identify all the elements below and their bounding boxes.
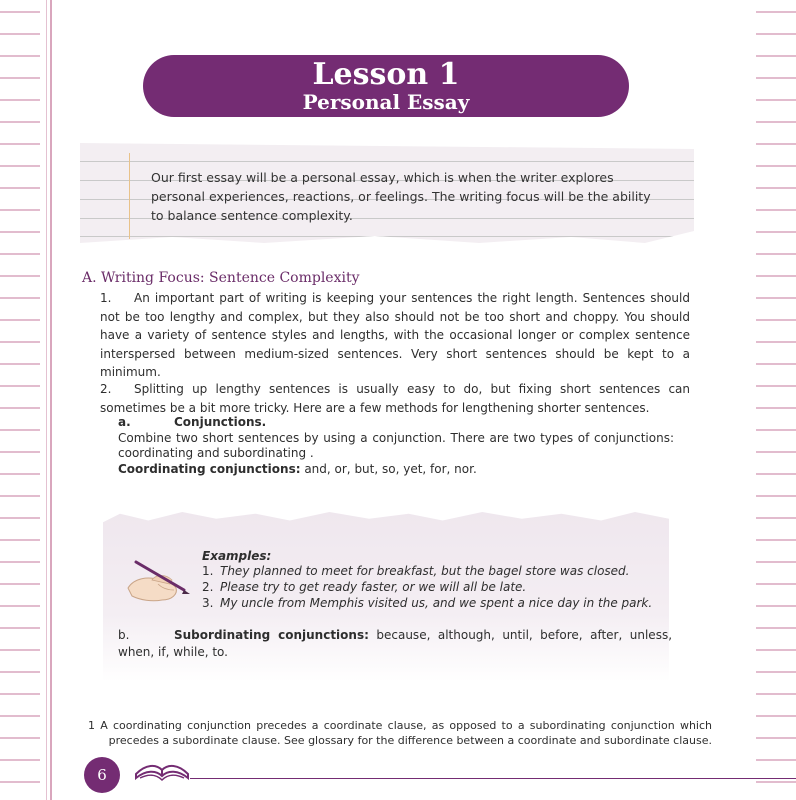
left-margin-line bbox=[50, 0, 52, 800]
example-item bbox=[202, 595, 672, 611]
sub-a-title: Conjunctions. bbox=[174, 415, 267, 429]
example-text: They planned to meet for breakfast, but the bagel store was closed. bbox=[220, 564, 630, 578]
section-heading: A. Writing Focus: Sentence Complexity bbox=[82, 270, 360, 286]
paragraph-1-text: An important part of writing is keeping your sentences the right length. Sentences should not be too lengthy and complex, but they also should not be too short and choppy. You should have a variety of sentence styles and lengths, with the occasional longer or complex sentence interspersed between medium-sized sentences. Very short sentences should be kept to a minimum. bbox=[100, 291, 690, 379]
sub-a-marker: a. bbox=[118, 415, 131, 429]
sub-a-text: Combine two short sentences by using a conjunction. There are two types of conjunctions: coordinating and subordinating . bbox=[118, 430, 674, 460]
examples-list bbox=[202, 563, 672, 611]
example-number: 1. bbox=[202, 564, 214, 578]
page-number: 6 bbox=[84, 757, 120, 793]
paragraph-2-text: Splitting up lengthy sentences is usually easy to do, but fixing short sentences can sometimes be a bit more tricky. Here are a few methods for lengthening shorter sentences. bbox=[100, 382, 690, 415]
example-item bbox=[202, 563, 672, 579]
example-number: 3. bbox=[202, 596, 214, 610]
lesson-subtitle: Personal Essay bbox=[302, 90, 470, 114]
example-item bbox=[202, 579, 672, 595]
left-edge-rules bbox=[0, 0, 40, 800]
paragraph-2 bbox=[100, 380, 690, 417]
lesson-title: Lesson 1 bbox=[312, 57, 460, 92]
intro-text: Our first essay will be a personal essay, which is when the writer explores personal experiences, reactions, or feelings. The writing focus will be the ability to balance sentence complexity. bbox=[151, 170, 651, 223]
right-edge-rules bbox=[756, 0, 796, 800]
lesson-banner bbox=[143, 55, 629, 117]
footer-rule bbox=[190, 778, 796, 779]
hand-writing-icon bbox=[122, 554, 192, 610]
paragraph-1 bbox=[100, 289, 690, 382]
subordinating-label: Subordinating conjunctions: bbox=[174, 628, 369, 642]
sub-b-marker: b. bbox=[118, 628, 130, 642]
paragraph-2-number: 2. bbox=[100, 382, 112, 396]
examples-title: Examples: bbox=[202, 549, 272, 563]
example-text: My uncle from Memphis visited us, and we spent a nice day in the park. bbox=[220, 596, 653, 610]
coordinating-list: and, or, but, so, yet, for, nor. bbox=[300, 461, 477, 476]
subordinating-list: because, although, until, before, after, unless, when, if, while, to. bbox=[118, 628, 673, 659]
open-book-icon bbox=[132, 756, 192, 786]
sub-b-block bbox=[118, 627, 672, 661]
paragraph-1-number: 1. bbox=[100, 291, 112, 305]
example-number: 2. bbox=[202, 580, 214, 594]
left-margin-line-secondary bbox=[46, 0, 47, 800]
sub-a-block bbox=[118, 415, 674, 477]
coordinating-label: Coordinating conjunctions: bbox=[118, 461, 301, 476]
footnote: 1 A coordinating conjunction precedes a coordinate clause, as opposed to a subordinating conjunction which precedes a subordinate clause. See glossary for the difference between a coordinate and subordinate clause. bbox=[88, 719, 712, 747]
example-text: Please try to get ready faster, or we will all be late. bbox=[220, 580, 527, 594]
